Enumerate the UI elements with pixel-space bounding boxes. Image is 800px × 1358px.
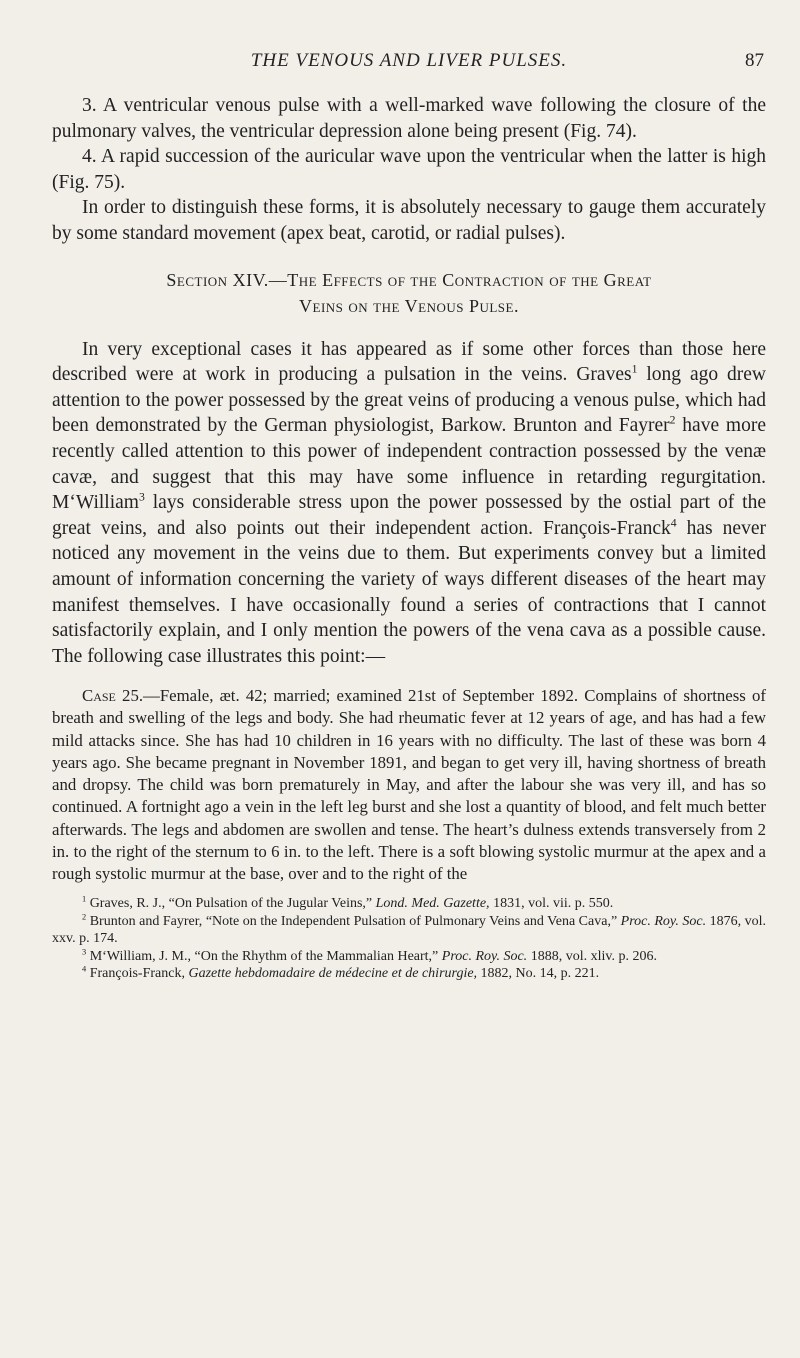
footnote-ref-1: 1 <box>631 362 638 376</box>
page-header <box>52 48 766 82</box>
text-run: have more recently called attention to this power of independent contraction possessed by the venæ cavæ, and suggest that this may have some influence in retarding regurgitation. M‘William <box>52 415 766 514</box>
section-heading-line1: Section XIV.—The Effects of the Contraction of the Great <box>166 269 652 290</box>
text-run: In very exceptional cases it has appeared as if some other forces than those here described were at work in producing a pulsation in the veins. Graves <box>52 338 766 386</box>
footnote-mark: 3 <box>82 947 87 957</box>
footnote-source: Gazette hebdomadaire de médecine et de chirurgie, <box>188 966 478 982</box>
case-report <box>52 685 766 885</box>
footnote-mark: 4 <box>82 964 87 974</box>
text-run: long ago drew attention to the power possessed by the great veins of producing a venous pulse, which had been demonstrated by the German physiologist, Barkow. Brunton and Fayrer <box>52 364 767 437</box>
section-heading <box>62 267 756 319</box>
text-run: has never noticed any movement in the veins due to them. But experiments convey but a limited amount of information concerning the variety of ways different diseases of the heart may manifest themselves. I have occasionally found a series of contractions that I cannot satisfactorily explain, and I only mention the powers of the vena cava as a possible cause. The following case illustrates this point:— <box>52 517 766 667</box>
footnote-source: Proc. Roy. Soc. <box>441 948 528 964</box>
footnote-text: 1876, vol. xxv. p. 174. <box>52 913 767 947</box>
footnote-text: Graves, R. J., “On Pulsation of the Jugular Veins,” <box>89 896 376 912</box>
footnote-2 <box>52 913 766 948</box>
footnote-source: Lond. Med. Gazette, <box>375 896 490 912</box>
text-run: lays considerable stress upon the power possessed by the ostial part of the great veins, and also points out their independent action. François-Franck <box>52 492 766 539</box>
running-title: THE VENOUS AND LIVER PULSES. <box>250 50 568 71</box>
footnote-source: Proc. Roy. Soc. <box>620 913 707 929</box>
case-label: Case 25. <box>82 686 144 706</box>
footnote-3 <box>52 948 766 966</box>
footnote-text: 1882, No. 14, p. 221. <box>477 966 600 982</box>
footnote-mark: 2 <box>82 912 87 922</box>
footnote-text: Brunton and Fayrer, “Note on the Independent Pulsation of Pulmonary Veins and Vena Cava,” <box>89 913 621 929</box>
paragraph-order: In order to distinguish these forms, it is absolutely necessary to gauge them accurately by some standard movement (apex beat, carotid, or radial pulses). <box>52 197 766 244</box>
list-item-3: 3. A ventricular venous pulse with a well-marked wave following the closure of the pulmonary valves, the ventricular depression alone being present (Fig. 74). <box>52 95 766 142</box>
footnote-text: 1888, vol. xliv. p. 206. <box>527 948 657 964</box>
footnote-mark: 1 <box>82 894 87 904</box>
paragraph-great-veins <box>52 337 766 670</box>
footnote-text: M‘William, J. M., “On the Rhythm of the Mammalian Heart,” <box>89 948 442 964</box>
section-heading-line2: Veins on the Venous Pulse. <box>299 295 519 316</box>
list-item-4: 4. A rapid succession of the auricular wave upon the ventricular when the latter is high (Fig. 75). <box>52 146 766 193</box>
footnote-text: François-Franck, <box>89 966 189 982</box>
footnote-1 <box>52 895 766 913</box>
footnote-text: 1831, vol. vii. p. 550. <box>489 896 614 912</box>
page-body <box>52 93 766 983</box>
footnote-ref-3: 3 <box>138 490 145 504</box>
footnotes <box>52 895 766 983</box>
footnote-ref-2: 2 <box>669 413 676 427</box>
footnote-ref-4: 4 <box>670 516 677 530</box>
page-number: 87 <box>745 50 764 71</box>
footnote-4 <box>52 965 766 983</box>
case-text: —Female, æt. 42; married; examined 21st of September 1892. Complains of shortness of breath and swelling of the legs and body. She had rheumatic fever at 12 years of age, and has had a few mild attacks since. She has had 10 children in 16 years with no difficulty. The last of these was born 4 years ago. She became pregnant in November 1891, and began to get very ill, having shortness of breath and dropsy. The child was born prematurely in May, and after the labour she was very ill, and has so continued. A fortnight ago a vein in the left leg burst and she lost a quantity of blood, and felt much better afterwards. The legs and abdomen are swollen and tense. The heart’s dulness extends transversely from 2 in. to the right of the sternum to 6 in. to the left. There is a soft blowing systolic murmur at the apex and a rough systolic murmur at the base, over and to the right of the <box>52 686 766 883</box>
